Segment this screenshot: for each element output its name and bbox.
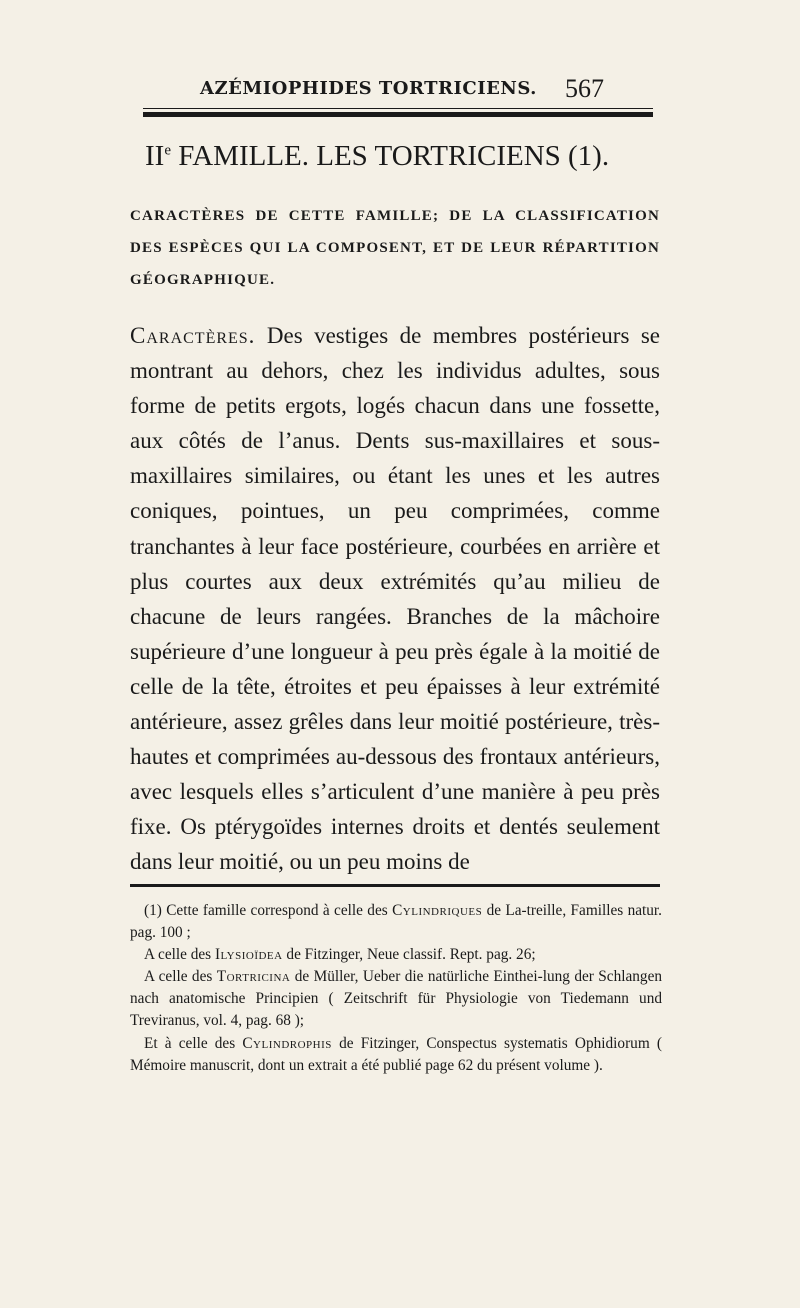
header-rule bbox=[143, 112, 653, 117]
chapter-numeral: II bbox=[145, 140, 165, 172]
paragraph-lead-in: Caractères. bbox=[130, 323, 256, 348]
footnote-line bbox=[130, 1033, 662, 1077]
footnote-text: de Müller, Ueber die natürliche Einthei-lung der Schlangen nach anatomische Principien ( Zeitschrift für Physiologie von Tiedemann und Treviranus, vol. 4, pag. 68 ); bbox=[130, 968, 663, 1030]
footnote-term: Ilysioïdea bbox=[214, 946, 283, 964]
footnote-rule bbox=[130, 884, 660, 887]
footnote-text: (1) Cette famille correspond à celle des bbox=[144, 902, 393, 919]
running-head: AZÉMIOPHIDES TORTRICIENS. bbox=[200, 78, 537, 99]
chapter-title-text: FAMILLE. LES TORTRICIENS (1). bbox=[171, 140, 610, 172]
footnote-term: Tortricina bbox=[216, 968, 291, 986]
body-paragraph bbox=[130, 318, 660, 880]
footnote-text: Et à celle des bbox=[144, 1034, 243, 1052]
footnote-text: de La-treille, Familles natur. pag. 100 ; bbox=[130, 902, 662, 942]
footnote-term: Cylindriques bbox=[392, 902, 483, 919]
footnote-line bbox=[130, 966, 662, 1032]
chapter-summary: CARACTÈRES DE CETTE FAMILLE; DE LA CLASSIFICATION DES ESPÈCES QUI LA COMPOSENT, ET DE LEUR RÉPARTITION GÉOGRAPHIQUE. bbox=[130, 208, 660, 288]
page-number: 567 bbox=[565, 74, 604, 103]
footnote-line bbox=[130, 944, 662, 966]
footnote-text: de Fitzinger, Neue classif. Rept. pag. 26; bbox=[282, 946, 536, 964]
footnote-text: de Fitzinger, Conspectus systematis Ophidiorum ( Mémoire manuscrit, dont un extrait a été publié page 62 du présent volume ). bbox=[130, 1034, 662, 1074]
footnote-text: A celle des bbox=[144, 968, 217, 986]
footnote-term: Cylindrophis bbox=[242, 1034, 332, 1052]
paragraph-text: Des vestiges de membres postérieurs se montrant au dehors, chez les individus adultes, sous forme de petits ergots, logés chacun dans une fossette, aux côtés de l’anus. Dents sus-maxillaires et sous-maxillaires similaires, ou étant les unes et les autres coniques, pointues, un peu comprimées, comme tranchantes à leur face postérieure, courbées en arrière et plus courtes aux deux extrémités qu’au milieu de chacune de leurs rangées. Branches de la mâchoire supérieure d’une longueur à peu près égale à la moitié de celle de la tête, étroites et peu épaisses à leur extrémité antérieure, assez grêles dans leur moitié postérieure, très-hautes et comprimées au-dessous des frontaux antérieurs, avec lesquels elles s’articulent d’une manière à peu près fixe. Os ptérygoïdes internes droits et dentés seulement dans leur moitié, ou un peu moins de bbox=[130, 323, 660, 875]
footnote-text: A celle des bbox=[144, 946, 215, 964]
chapter-title bbox=[145, 140, 665, 173]
chapter-numeral-suffix: e bbox=[164, 142, 171, 159]
footnotes bbox=[130, 900, 662, 1077]
footnote-line bbox=[130, 900, 662, 944]
